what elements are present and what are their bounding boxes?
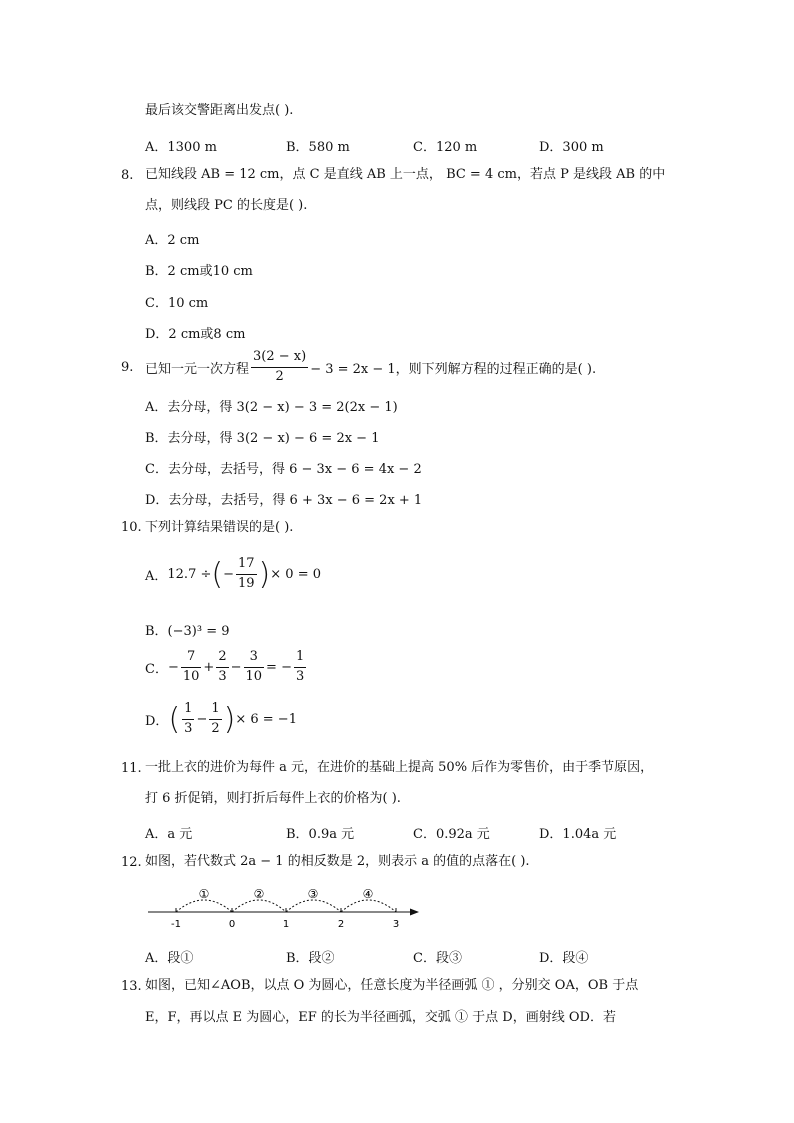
q8-option-d[interactable]: D．2 cm或8 cm bbox=[145, 327, 246, 342]
q10-c-frac4-num: 1 bbox=[294, 650, 306, 668]
segment-label-3: ③ bbox=[307, 887, 319, 901]
q9-option-a[interactable]: A．去分母，得 3(2 − x) − 3 = 2(2x − 1) bbox=[145, 400, 398, 415]
q10-a-neg: − bbox=[223, 566, 234, 582]
q10-a-label: A． bbox=[145, 568, 168, 584]
q9-fraction-denominator: 2 bbox=[275, 368, 284, 384]
right-paren-icon: ) bbox=[223, 701, 236, 737]
q9-fraction bbox=[251, 350, 308, 385]
q10-c-op1: + bbox=[203, 659, 215, 675]
q10-a-num: 17 bbox=[236, 557, 257, 575]
q10-c-op2: − bbox=[230, 659, 242, 675]
q10-c-frac3 bbox=[244, 650, 265, 685]
q10-c-neg: − bbox=[167, 659, 179, 675]
q7-option-b[interactable]: B．580 m bbox=[286, 140, 350, 155]
q10-c-frac4-den: 3 bbox=[295, 668, 305, 684]
q10-c-frac2 bbox=[216, 650, 228, 685]
q10-option-c[interactable] bbox=[145, 642, 308, 692]
q9-number: 9. bbox=[121, 360, 134, 375]
q9-option-c[interactable]: C．去分母，去括号，得 6 − 3x − 6 = 4x − 2 bbox=[145, 462, 422, 477]
segment-label-2: ② bbox=[253, 887, 265, 901]
q10-stem: 下列计算结果错误的是( ). bbox=[145, 520, 294, 535]
right-paren-icon: ) bbox=[258, 556, 271, 592]
q10-option-a[interactable] bbox=[145, 549, 321, 599]
q10-c-frac3-num: 3 bbox=[244, 650, 265, 668]
q9-fraction-numerator: 3(2 − x) bbox=[251, 350, 308, 368]
tick-label: 3 bbox=[392, 919, 400, 930]
q8-option-b[interactable]: B．2 cm或10 cm bbox=[145, 264, 253, 279]
q10-c-frac1 bbox=[181, 650, 202, 685]
q7-option-c[interactable]: C．120 m bbox=[413, 140, 478, 155]
q8-stem-line2: 点，则线段 PC 的长度是( ). bbox=[145, 198, 308, 213]
q7-stem: 最后该交警距离出发点( ). bbox=[145, 103, 294, 118]
q10-d-frac2-den: 2 bbox=[211, 720, 220, 736]
q10-d-op: − bbox=[196, 711, 208, 727]
q8-number: 8. bbox=[121, 168, 134, 183]
q10-d-frac1-den: 3 bbox=[184, 720, 193, 736]
q12-option-b[interactable]: B．段② bbox=[286, 951, 335, 966]
q10-c-frac3-den: 10 bbox=[245, 668, 263, 684]
segment-label-1: ① bbox=[198, 887, 210, 901]
q11-option-c[interactable]: C．0.92a 元 bbox=[413, 827, 490, 842]
q10-c-frac1-num: 7 bbox=[181, 650, 202, 668]
segment-arc-3 bbox=[286, 900, 341, 912]
q10-a-den: 19 bbox=[238, 575, 255, 591]
q10-d-frac2 bbox=[209, 702, 221, 737]
tick-label: 2 bbox=[337, 919, 345, 930]
q12-option-d[interactable]: D．段④ bbox=[539, 951, 589, 966]
number-line-figure bbox=[140, 882, 430, 934]
q12-option-a[interactable]: A．段① bbox=[145, 951, 194, 966]
q8-stem-line1: 已知线段 AB = 12 cm，点 C 是直线 AB 上一点， BC = 4 cm，若点 P 是线段 AB 的中 bbox=[145, 167, 666, 182]
arrow-right-icon bbox=[410, 909, 419, 916]
segment-arc-2 bbox=[232, 900, 286, 912]
q11-stem-line1: 一批上衣的进价为每件 a 元，在进价的基础上提高 50% 后作为零售价，由于季节原因， bbox=[145, 760, 654, 775]
q7-option-a[interactable]: A．1300 m bbox=[145, 140, 217, 155]
q8-option-a[interactable]: A．2 cm bbox=[145, 233, 200, 248]
q10-c-frac1-den: 10 bbox=[182, 668, 200, 684]
q12-stem: 如图，若代数式 2a − 1 的相反数是 2，则表示 a 的值的点落在( ). bbox=[145, 854, 530, 869]
q13-stem-line1: 如图，已知∠AOB，以点 O 为圆心，任意长度为半径画弧 ① ，分别交 OA，OB 于点 bbox=[145, 978, 639, 993]
q10-number: 10. bbox=[121, 520, 142, 535]
q10-option-b[interactable]: B．(−3)³ = 9 bbox=[145, 624, 230, 639]
q12-option-c[interactable]: C．段③ bbox=[413, 951, 462, 966]
q9-option-b[interactable]: B．去分母，得 3(2 − x) − 6 = 2x − 1 bbox=[145, 431, 380, 446]
q10-a-fraction bbox=[236, 557, 257, 592]
q10-c-label: C． bbox=[145, 661, 168, 677]
left-paren-icon: ( bbox=[168, 701, 181, 737]
q12-number: 12. bbox=[121, 855, 142, 870]
segment-label-4: ④ bbox=[362, 887, 374, 901]
q10-c-frac2-num: 2 bbox=[216, 650, 228, 668]
q9-stem bbox=[145, 342, 596, 392]
q9-stem-prefix: 已知一元一次方程 bbox=[145, 361, 250, 377]
q10-a-post: × 0 = 0 bbox=[270, 566, 321, 582]
segment-arc-4 bbox=[341, 900, 396, 912]
q10-a-pre: 12.7 ÷ bbox=[167, 566, 212, 582]
q10-d-post: × 6 = −1 bbox=[235, 711, 297, 727]
left-paren-icon: ( bbox=[211, 556, 224, 592]
tick-label: 1 bbox=[282, 919, 290, 930]
q10-d-frac2-num: 1 bbox=[209, 702, 221, 720]
q11-number: 11. bbox=[121, 761, 142, 776]
tick-label: -1 bbox=[171, 919, 181, 930]
q10-d-frac1 bbox=[182, 702, 194, 737]
q7-option-d[interactable]: D．300 m bbox=[539, 140, 604, 155]
q8-option-c[interactable]: C．10 cm bbox=[145, 296, 209, 311]
q10-option-d[interactable] bbox=[145, 694, 297, 744]
q9-option-d[interactable]: D．去分母，去括号，得 6 + 3x − 6 = 2x + 1 bbox=[145, 493, 423, 508]
q10-d-frac1-num: 1 bbox=[182, 702, 194, 720]
q10-d-label: D． bbox=[145, 713, 169, 729]
q13-stem-line2: E，F，再以点 E 为圆心，EF 的长为半径画弧，交弧 ① 于点 D，画射线 OD．若 bbox=[145, 1010, 616, 1025]
q10-c-frac4 bbox=[294, 650, 306, 685]
q11-option-a[interactable]: A．a 元 bbox=[145, 827, 193, 842]
q11-option-d[interactable]: D．1.04a 元 bbox=[539, 827, 617, 842]
q11-stem-line2: 打 6 折促销，则打折后每件上衣的价格为( ). bbox=[145, 791, 401, 806]
q9-stem-suffix: − 3 = 2x − 1，则下列解方程的过程正确的是( ). bbox=[310, 361, 597, 377]
q13-number: 13. bbox=[121, 979, 142, 994]
q11-option-b[interactable]: B．0.9a 元 bbox=[286, 827, 355, 842]
q10-c-eq: = − bbox=[266, 659, 292, 675]
segment-arc-1 bbox=[176, 900, 232, 912]
q10-c-frac2-den: 3 bbox=[218, 668, 227, 684]
tick-label: 0 bbox=[228, 919, 236, 930]
